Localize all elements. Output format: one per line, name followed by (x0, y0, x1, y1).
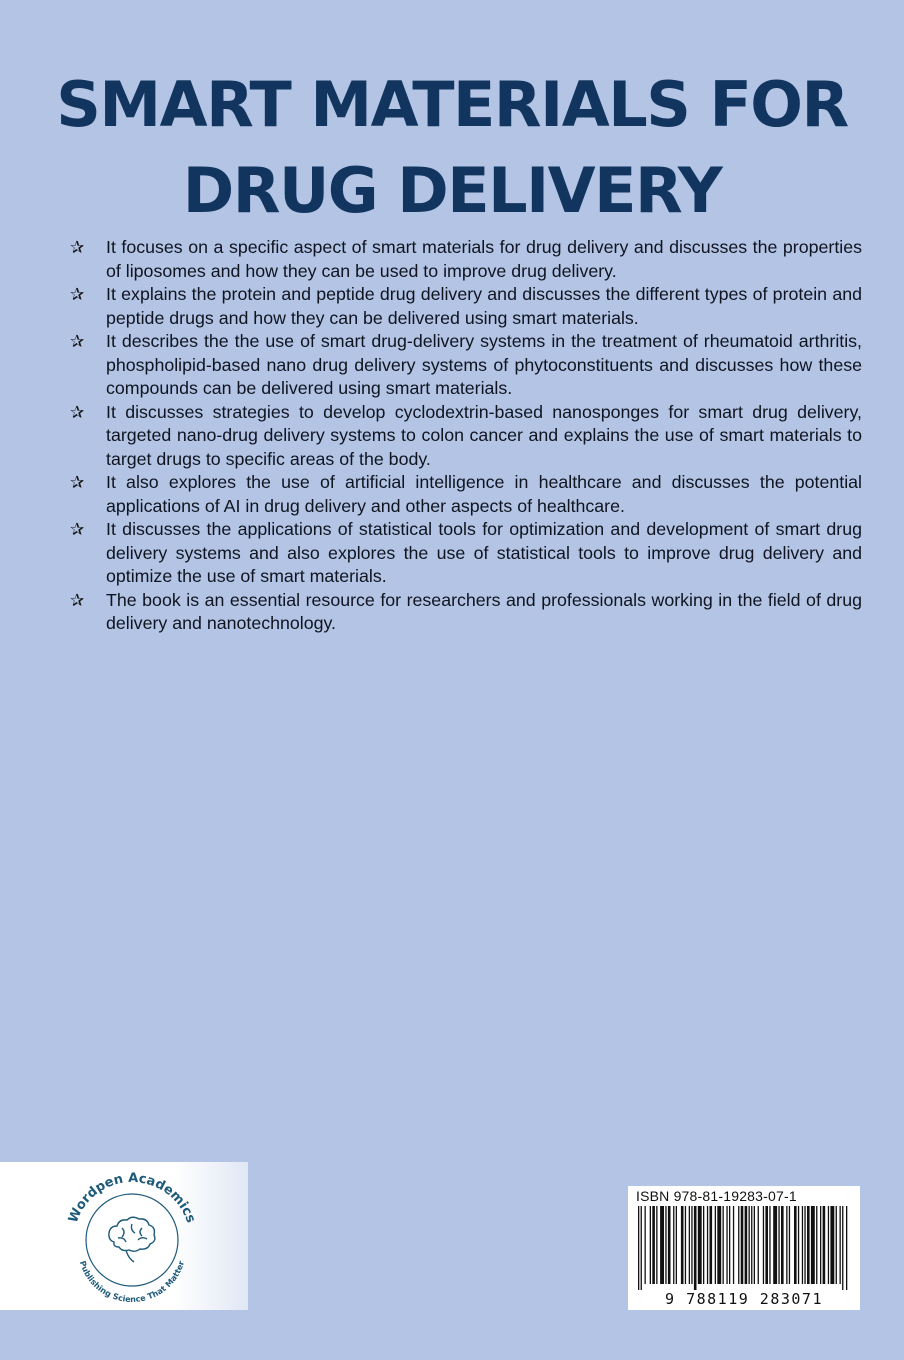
list-item (66, 236, 862, 283)
bullet-text: It discusses the applications of statistical tools for optimization and development of smart drug delivery systems and also explores the use of statistical tools to improve drug delivery and optimize the use of smart materials. (106, 519, 862, 586)
barcode-bar (751, 1206, 752, 1284)
barcode-bar (689, 1206, 690, 1284)
barcode (636, 1206, 852, 1290)
barcode-bar (802, 1206, 803, 1284)
brain-icon (109, 1217, 155, 1262)
barcode-bar (754, 1206, 755, 1284)
barcode-bar (694, 1206, 697, 1290)
barcode-bar (681, 1206, 684, 1284)
list-item (66, 330, 862, 401)
barcode-bar (726, 1206, 727, 1284)
barcode-bar (786, 1206, 787, 1284)
barcode-bar (715, 1206, 716, 1284)
star-outline-icon: ✰ (70, 285, 85, 304)
barcode-bar (733, 1206, 734, 1284)
barcode-bar (676, 1206, 677, 1284)
bullet-text: It also explores the use of artificial intelligence in healthcare and discusses the potential applications of AI in drug delivery and other aspects of healthcare. (106, 472, 862, 516)
barcode-bar (798, 1206, 799, 1284)
isbn-label: ISBN 978-81-19283-07-1 (636, 1188, 797, 1204)
barcode-bar (652, 1206, 655, 1284)
star-outline-icon: ✰ (70, 332, 85, 351)
barcode-bar (650, 1206, 651, 1284)
barcode-bar (811, 1206, 815, 1284)
barcode-bar (769, 1206, 770, 1284)
isbn-digits: 9 788119 283071 (665, 1290, 823, 1308)
barcode-bar (698, 1206, 702, 1284)
barcode-bar (723, 1206, 724, 1284)
list-item (66, 283, 862, 330)
list-item (66, 471, 862, 518)
barcode-bar (656, 1206, 657, 1284)
list-item (66, 401, 862, 472)
logo-ring (86, 1194, 178, 1286)
barcode-bar (804, 1206, 805, 1284)
barcode-bar (823, 1206, 826, 1284)
list-item (66, 518, 862, 589)
title-line-1: SMART MATERIALS FOR (56, 68, 848, 141)
barcode-bar (707, 1206, 708, 1284)
barcode-bar (749, 1206, 750, 1284)
barcode-bar (741, 1206, 744, 1284)
book-title (0, 62, 904, 234)
barcode-bar (778, 1206, 779, 1284)
barcode-bar (781, 1206, 784, 1284)
barcode-bar (807, 1206, 810, 1284)
isbn-barcode-block (628, 1186, 860, 1310)
star-outline-icon: ✰ (70, 520, 85, 539)
barcode-bar (820, 1206, 821, 1284)
barcode-bar (660, 1206, 664, 1284)
barcode-bar (842, 1206, 843, 1290)
barcode-bar (685, 1206, 686, 1284)
title-line-2: DRUG DELIVERY (182, 154, 722, 227)
barcode-bar (794, 1206, 797, 1284)
publisher-tagline: Publishing Science That Matter (77, 1259, 187, 1305)
feature-list (66, 236, 862, 636)
barcode-bar (641, 1206, 642, 1290)
barcode-bar (717, 1206, 721, 1284)
list-item (66, 589, 862, 636)
barcode-bar (710, 1206, 713, 1284)
barcode-bar (645, 1206, 646, 1284)
barcode-bar (638, 1206, 639, 1290)
barcode-bar (691, 1206, 692, 1284)
barcode-bar (738, 1206, 739, 1284)
star-outline-icon: ✰ (70, 473, 85, 492)
barcode-bar (836, 1206, 837, 1284)
star-outline-icon: ✰ (70, 590, 85, 610)
barcode-bar (665, 1206, 666, 1284)
barcode-bar (830, 1206, 834, 1284)
bullet-text: The book is an essential resource for researchers and professionals working in the field of drug delivery and nanotechnology. (106, 589, 862, 633)
publisher-name: Wordpen Academics (65, 1170, 199, 1226)
barcode-bar (673, 1206, 674, 1284)
barcode-bar (773, 1206, 777, 1284)
barcode-bar (668, 1206, 671, 1284)
barcode-bar (745, 1206, 748, 1284)
publisher-logo (52, 1164, 212, 1308)
barcode-bar (789, 1206, 790, 1284)
barcode-bar (816, 1206, 817, 1284)
bullet-text: It focuses on a specific aspect of smart materials for drug delivery and discusses the properties of liposomes and how they can be used to improve drug delivery. (106, 237, 862, 281)
star-outline-icon: ✰ (70, 238, 85, 257)
barcode-bar (729, 1206, 730, 1284)
bullet-text: It discusses strategies to develop cyclodextrin-based nanosponges for smart drug delivery, targeted nano-drug delivery systems to colon cancer and explains the use of smart materials to target drugs to specific areas of the body. (106, 401, 862, 469)
barcode-bar (840, 1206, 841, 1284)
bullet-text: It describes the the use of smart drug-delivery systems in the treatment of rheumatoid arthritis, phospholipid-based nano drug delivery systems of phytoconstituents and discusses how these compounds can be delivered using smart materials. (106, 331, 862, 398)
barcode-bar (828, 1206, 829, 1284)
barcode-bar (765, 1206, 768, 1284)
barcode-bar (703, 1206, 704, 1284)
barcode-bar (763, 1206, 764, 1284)
barcode-bar (846, 1206, 847, 1290)
barcode-bar (758, 1206, 759, 1284)
star-outline-icon: ✰ (70, 402, 85, 422)
bullet-text: It explains the protein and peptide drug delivery and discusses the different types of protein and peptide drugs and how they can be delivered using smart materials. (106, 284, 862, 328)
